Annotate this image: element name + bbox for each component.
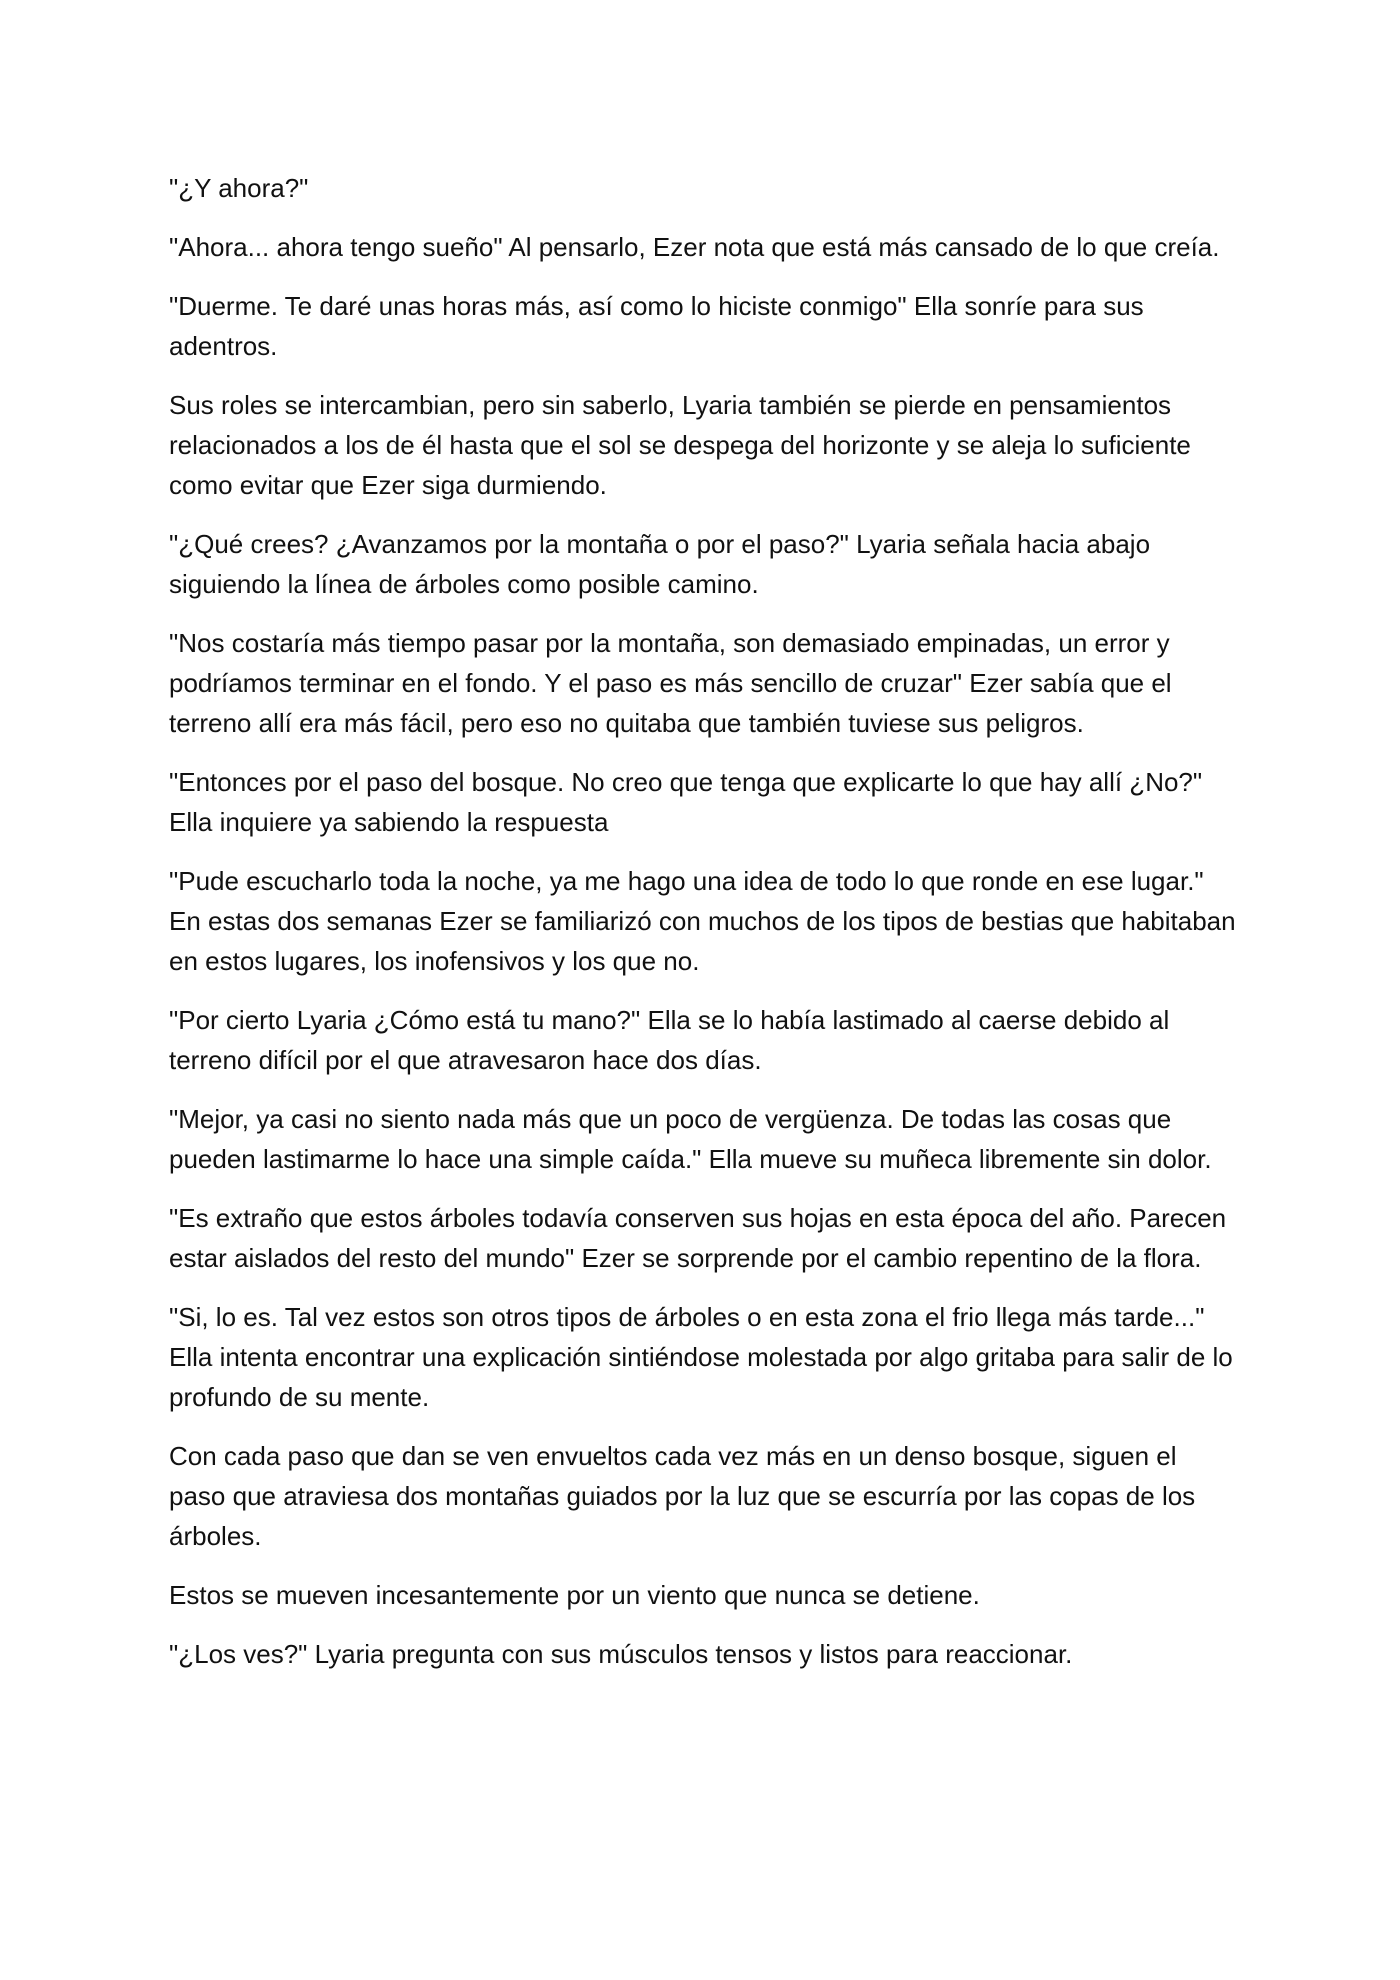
paragraph-13: Con cada paso que dan se ven envueltos cada vez más en un denso bosque, siguen el paso que atraviesa dos montañas guiados por la luz que se escurría por las copas de los árboles. <box>169 1441 1196 1551</box>
paragraph-5: "¿Qué crees? ¿Avanzamos por la montaña o por el paso?" Lyaria señala hacia abajo siguiendo la línea de árboles como posible camino. <box>169 529 1151 599</box>
paragraph-10: "Mejor, ya casi no siento nada más que un poco de vergüenza. De todas las cosas que pueden lastimarme lo hace una simple caída." Ella mueve su muñeca libremente sin dolor. <box>169 1104 1212 1174</box>
paragraph-9: "Por cierto Lyaria ¿Cómo está tu mano?" Ella se lo había lastimado al caerse debido al terreno difícil por el que atravesaron hace dos días. <box>169 1005 1170 1075</box>
paragraph-4: Sus roles se intercambian, pero sin saberlo, Lyaria también se pierde en pensamientos relacionados a los de él hasta que el sol se despega del horizonte y se aleja lo suficiente como evitar que Ezer siga durmiendo. <box>169 390 1191 500</box>
paragraph-8: "Pude escucharlo toda la noche, ya me hago una idea de todo lo que ronde en ese lugar." En estas dos semanas Ezer se familiarizó con muchos de los tipos de bestias que habitaban en estos lugares, los inofensivos y los que no. <box>169 866 1236 976</box>
paragraph-14: Estos se mueven incesantemente por un viento que nunca se detiene. <box>169 1580 980 1610</box>
paragraph-7: "Entonces por el paso del bosque. No creo que tenga que explicarte lo que hay allí ¿No?" Ella inquiere ya sabiendo la respuesta <box>169 767 1203 837</box>
paragraph-1: "¿Y ahora?" <box>169 173 309 203</box>
paragraph-6: "Nos costaría más tiempo pasar por la montaña, son demasiado empinadas, un error y podríamos terminar en el fondo. Y el paso es más sencillo de cruzar" Ezer sabía que el terreno allí era más fácil, pero eso no quitaba que también tuviese sus peligros. <box>169 628 1172 738</box>
paragraph-15: "¿Los ves?" Lyaria pregunta con sus músculos tensos y listos para reaccionar. <box>169 1639 1073 1669</box>
document-body <box>169 168 1239 1693</box>
paragraph-12: "Si, lo es. Tal vez estos son otros tipos de árboles o en esta zona el frio llega más tarde..." Ella intenta encontrar una explicación sintiéndose molestada por algo gritaba para salir de lo profundo de su mente. <box>169 1302 1233 1412</box>
paragraph-2: "Ahora... ahora tengo sueño" Al pensarlo, Ezer nota que está más cansado de lo que creía. <box>169 232 1220 262</box>
paragraph-3: "Duerme. Te daré unas horas más, así como lo hiciste conmigo" Ella sonríe para sus adentros. <box>169 291 1144 361</box>
paragraph-11: "Es extraño que estos árboles todavía conserven sus hojas en esta época del año. Parecen estar aislados del resto del mundo" Ezer se sorprende por el cambio repentino de la flora. <box>169 1203 1227 1273</box>
